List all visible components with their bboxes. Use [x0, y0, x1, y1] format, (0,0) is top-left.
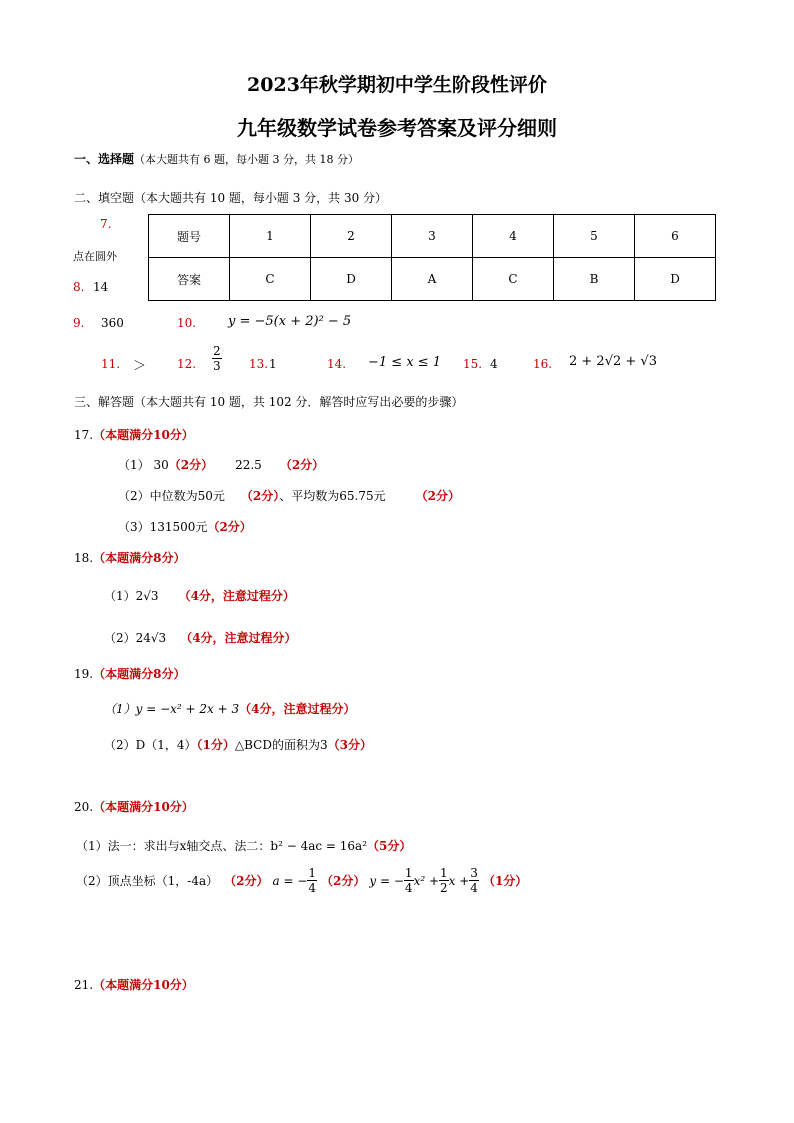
fraction-denominator: 4	[308, 881, 317, 895]
fraction-numerator: 1	[440, 866, 448, 880]
q20-l1-score: （5分）	[367, 839, 412, 853]
section-choice-note: （本大题共有 6 题，每小题 3 分，共 18 分）	[134, 153, 359, 166]
fraction-denominator: 2	[440, 881, 448, 895]
q19-l1-score: （4分，注意过程分）	[239, 702, 356, 716]
q12-denominator: 3	[213, 359, 221, 373]
table-cell: D	[635, 258, 716, 301]
q20-l1-answer: （1）法一：求出与x轴交点、法二：b² − 4ac = 16a²	[76, 839, 368, 853]
q14-answer: −1 ≤ x ≤ 1	[368, 355, 442, 370]
q17-l2-score2: （2分）	[415, 489, 460, 503]
q20-l2-term1: x² +	[413, 873, 440, 888]
q19-l2-answer: （2）D（1，4）	[104, 738, 197, 752]
page-subtitle: 九年级数学试卷参考答案及评分细则	[237, 116, 557, 140]
q17-number: 17.	[74, 428, 94, 442]
q17-l3-score: （2分）	[207, 520, 252, 534]
table-cell: C	[230, 258, 311, 301]
q17-l1-answer2: 22.5	[235, 458, 262, 472]
q20-header	[74, 798, 194, 815]
q10-answer: y = −5(x + 2)² − 5	[228, 314, 352, 329]
q17-score: （本题满分10分）	[93, 428, 194, 442]
q20-line2	[76, 866, 527, 895]
q11-answer: ＞	[133, 359, 147, 374]
q17-l1-score: （2分）	[168, 458, 214, 472]
q20-l2-score3: （1分）	[482, 874, 528, 888]
table-cell: 6	[635, 215, 716, 258]
fraction-denominator: 4	[470, 881, 478, 895]
section-choice-label: 一、选择题	[74, 152, 135, 166]
q13-number: 13.	[249, 357, 269, 371]
q20-line1	[76, 837, 411, 854]
q18-l1-score: （4分，注意过程分）	[178, 589, 295, 603]
q19-line1	[104, 700, 356, 717]
q21-number: 21.	[74, 978, 94, 992]
q9-number: 9.	[73, 316, 85, 330]
q19-header	[74, 665, 185, 682]
table-cell: 3	[392, 215, 473, 258]
q16-answer: 2 + 2√2 + √3	[569, 354, 657, 369]
q21-header	[74, 976, 194, 993]
q18-header	[74, 549, 185, 566]
table-header-cell: 题号	[149, 215, 230, 258]
page-title: 2023年秋学期初中学生阶段性评价	[247, 74, 547, 96]
q19-l1-answer: （1）y = −x² + 2x + 3	[104, 702, 240, 716]
q19-number: 19.	[74, 667, 94, 681]
q17-l3-answer: （3）131500元	[118, 520, 208, 534]
table-row	[149, 258, 716, 301]
fraction-denominator: 4	[404, 881, 413, 895]
fraction-numerator: 1	[308, 866, 317, 880]
q14-number: 14.	[327, 357, 347, 371]
section-solution: 三、解答题（本大题共有 10 题，共 102 分．解答时应写出必要的步骤）	[74, 395, 464, 409]
q10-number: 10.	[177, 316, 197, 330]
fraction-numerator: 1	[404, 866, 413, 880]
section-choice	[74, 150, 359, 167]
fraction-numerator: 3	[470, 866, 478, 880]
q8-number: 8.	[73, 280, 85, 294]
table-cell: 2	[311, 215, 392, 258]
q20-l2-fraction1	[404, 866, 414, 895]
q18-score: （本题满分8分）	[93, 551, 186, 565]
q15-number: 15.	[463, 357, 483, 371]
q18-line2	[104, 629, 297, 646]
table-cell: A	[392, 258, 473, 301]
q20-l2-fraction3	[469, 866, 479, 895]
q17-l1-answer: （1） 30	[118, 458, 169, 472]
q12-answer	[212, 344, 222, 373]
q19-line2	[104, 736, 372, 753]
table-header-cell: 答案	[149, 258, 230, 301]
q18-number: 18.	[74, 551, 94, 565]
q7-number: 7.	[100, 217, 112, 231]
table-row	[149, 215, 716, 258]
q20-l2-a-fraction	[307, 866, 317, 895]
q17-line3	[118, 518, 252, 535]
q19-l2-score2: （3分）	[327, 738, 372, 752]
table-cell: C	[473, 258, 554, 301]
q20-l2-term2: x +	[448, 873, 470, 888]
q17-l2-answer: （2）中位数为50元	[118, 489, 225, 503]
q18-l2-answer: （2）24√3	[104, 631, 167, 645]
q17-l2-answer2: 、平均数为65.75元	[279, 489, 386, 503]
q21-score: （本题满分10分）	[93, 978, 194, 992]
q11-number: 11.	[101, 357, 121, 371]
q9-answer: 360	[101, 316, 124, 330]
table-cell: 4	[473, 215, 554, 258]
table-cell: D	[311, 258, 392, 301]
q12-numerator: 2	[213, 344, 221, 358]
q15-answer: 4	[490, 357, 498, 371]
q20-l2-a-label: a = −	[272, 873, 308, 888]
q17-line2	[118, 487, 460, 504]
section-fill: 二、填空题（本大题共有 10 题，每小题 3 分，共 30 分）	[74, 191, 388, 205]
q8-answer: 14	[93, 280, 109, 294]
q18-l2-score: （4分，注意过程分）	[180, 631, 297, 645]
q19-l2-score: （1分）	[196, 738, 235, 752]
table-cell: 5	[554, 215, 635, 258]
q17-l1-score2: （2分）	[279, 458, 325, 472]
q20-l2-y-label: y = −	[369, 873, 404, 888]
q19-score: （本题满分8分）	[93, 667, 186, 681]
choice-answer-table	[148, 214, 716, 301]
q20-l2-score: （2分）	[224, 874, 269, 888]
q20-l2-answer: （2）顶点坐标（1，-4a）	[76, 874, 219, 888]
q20-number: 20.	[74, 800, 94, 814]
q18-l1-answer: （1）2√3	[104, 589, 159, 603]
q16-number: 16.	[533, 357, 553, 371]
table-cell: B	[554, 258, 635, 301]
q13-answer: 1	[269, 357, 277, 371]
q7-answer: 点在圆外	[73, 250, 117, 263]
q12-number: 12.	[177, 357, 197, 371]
q18-line1	[104, 587, 295, 604]
q17-line1	[118, 456, 324, 473]
table-cell: 1	[230, 215, 311, 258]
q19-l2-answer2: △BCD的面积为3	[234, 738, 328, 752]
q20-l2-fraction2	[439, 866, 449, 895]
q20-l2-score2: （2分）	[321, 874, 366, 888]
q17-header	[74, 426, 194, 443]
q20-score: （本题满分10分）	[93, 800, 194, 814]
q17-l2-score: （2分）	[240, 489, 280, 503]
